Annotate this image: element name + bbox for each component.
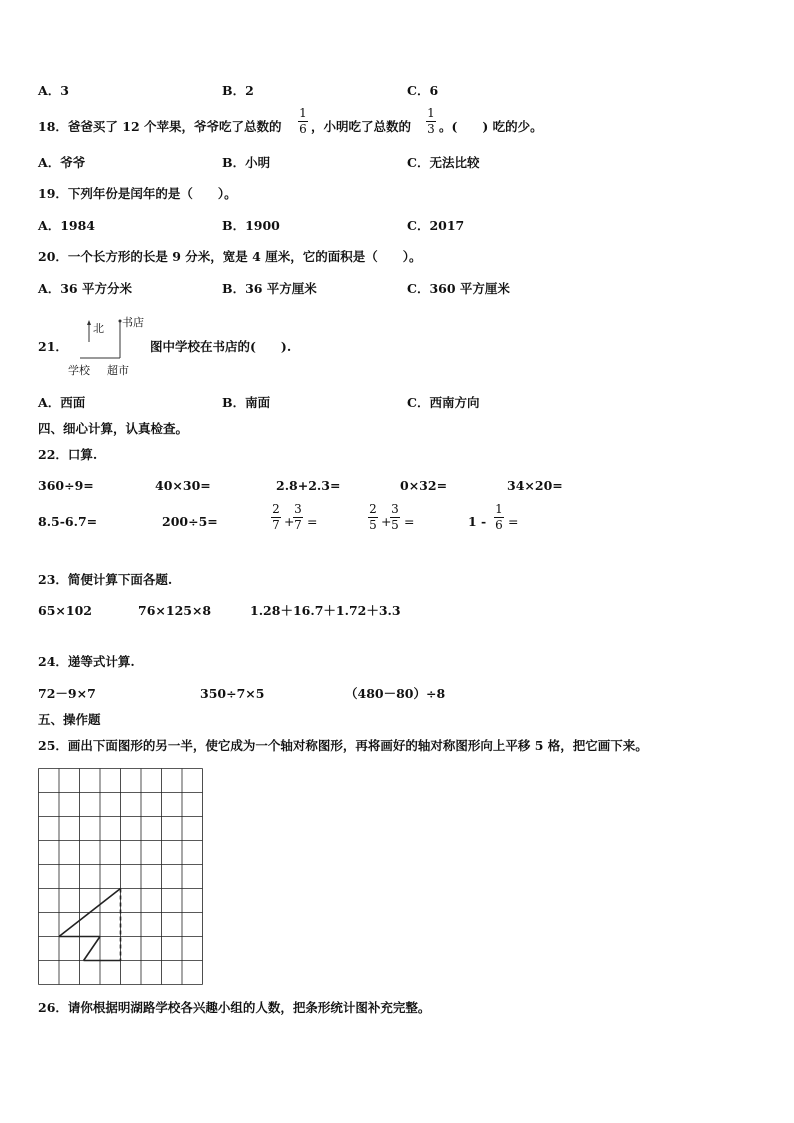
equals-sign: = xyxy=(307,514,318,529)
q20-option-a: A．36 平方分米 xyxy=(38,281,132,296)
school-label: 学校 xyxy=(68,364,90,377)
numerator: 1 xyxy=(495,502,503,516)
market-label: 超市 xyxy=(107,364,129,377)
q22-item-3: 2.8+2.3= xyxy=(276,478,341,493)
section-4-heading: 四、细心计算，认真检查。 xyxy=(38,421,189,436)
plus-sign: + xyxy=(381,514,392,529)
denominator: 5 xyxy=(391,518,399,532)
q25-text: 25．画出下面图形的另一半，使它成为一个轴对称图形，再将画好的轴对称图形向上平移 5 格，把它画下来。 xyxy=(38,738,648,753)
q19-text: 19．下列年份是闰年的是（ ）。 xyxy=(38,186,237,201)
q20-text: 20．一个长方形的长是 9 分米，宽是 4 厘米，它的面积是（ ）。 xyxy=(38,249,422,264)
q24-item-3: （480－80）÷8 xyxy=(345,686,446,701)
numerator: 3 xyxy=(391,502,399,516)
numerator: 1 xyxy=(427,106,435,120)
q19-option-c: C．2017 xyxy=(407,218,465,233)
q18-fraction-one-third xyxy=(426,107,436,136)
q22-title: 22．口算. xyxy=(38,447,98,462)
denominator: 7 xyxy=(294,518,302,532)
denominator: 5 xyxy=(369,518,377,532)
q19-option-a: A．1984 xyxy=(38,218,95,233)
q18-text-part2: ，小明吃了总数的 xyxy=(311,119,412,134)
q24-item-2: 350÷7×5 xyxy=(200,686,265,701)
q22-fraction-1-6 xyxy=(494,503,504,532)
equals-sign: = xyxy=(508,514,519,529)
q18-fraction-one-sixth xyxy=(298,107,308,136)
q20-option-b: B．36 平方厘米 xyxy=(222,281,317,296)
q22-item-7: 200÷5= xyxy=(162,514,218,529)
denominator: 7 xyxy=(272,518,280,532)
denominator: 6 xyxy=(299,122,307,136)
q18-option-a: A．爷爷 xyxy=(38,155,86,170)
q21-option-a: A．西面 xyxy=(38,395,86,410)
q22-item-1: 360÷9= xyxy=(38,478,94,493)
numerator: 3 xyxy=(294,502,302,516)
q18-option-c: C．无法比较 xyxy=(407,155,480,170)
q17-option-c: C．6 xyxy=(407,83,439,98)
q22-item-2: 40×30= xyxy=(155,478,211,493)
numerator: 2 xyxy=(272,502,280,516)
q22-item-5: 34×20= xyxy=(507,478,563,493)
denominator: 3 xyxy=(427,122,435,136)
q23-title: 23．简便计算下面各题. xyxy=(38,572,173,587)
q23-item-3: 1.28＋16.7＋1.72＋3.3 xyxy=(250,603,401,618)
figure-edge xyxy=(84,937,100,961)
q22-item-6: 8.5-6.7= xyxy=(38,514,98,529)
numerator: 1 xyxy=(299,106,307,120)
equals-sign: = xyxy=(404,514,415,529)
q22-one-minus: 1 - xyxy=(468,514,487,529)
q21-option-c: C．西南方向 xyxy=(407,395,480,410)
q24-item-1: 72－9×7 xyxy=(38,686,96,701)
q22-fraction-3-5 xyxy=(390,503,400,532)
q21-option-b: B．南面 xyxy=(222,395,271,410)
q17-option-b: B．2 xyxy=(222,83,254,98)
drawing-grid[interactable] xyxy=(38,768,208,984)
q22-item-4: 0×32= xyxy=(400,478,448,493)
q18-text-part1: 18．爸爸买了 12 个苹果，爷爷吃了总数的 xyxy=(38,119,282,134)
q22-fraction-2-5 xyxy=(368,503,378,532)
q17-option-a: A．3 xyxy=(38,83,69,98)
section-5-heading: 五、操作题 xyxy=(38,712,101,727)
q21-text: 图中学校在书店的( ). xyxy=(150,339,292,354)
q20-option-c: C．360 平方厘米 xyxy=(407,281,510,296)
q24-title: 24．递等式计算. xyxy=(38,654,135,669)
q21-number: 21． xyxy=(38,339,68,354)
q18-option-b: B．小明 xyxy=(222,155,271,170)
denominator: 6 xyxy=(495,518,503,532)
q23-item-2: 76×125×8 xyxy=(138,603,212,618)
numerator: 2 xyxy=(369,502,377,516)
q26-text: 26．请你根据明湖路学校各兴趣小组的人数，把条形统计图补充完整。 xyxy=(38,1000,431,1015)
north-label: 北 xyxy=(93,322,104,335)
q22-fraction-2-7 xyxy=(271,503,281,532)
q19-option-b: B．1900 xyxy=(222,218,280,233)
plus-sign: + xyxy=(284,514,295,529)
bookstore-label: 书店 xyxy=(122,316,144,329)
q22-fraction-3-7 xyxy=(293,503,303,532)
q23-item-1: 65×102 xyxy=(38,603,92,618)
q18-text-part3: 。( ) 吃的少。 xyxy=(439,119,543,134)
